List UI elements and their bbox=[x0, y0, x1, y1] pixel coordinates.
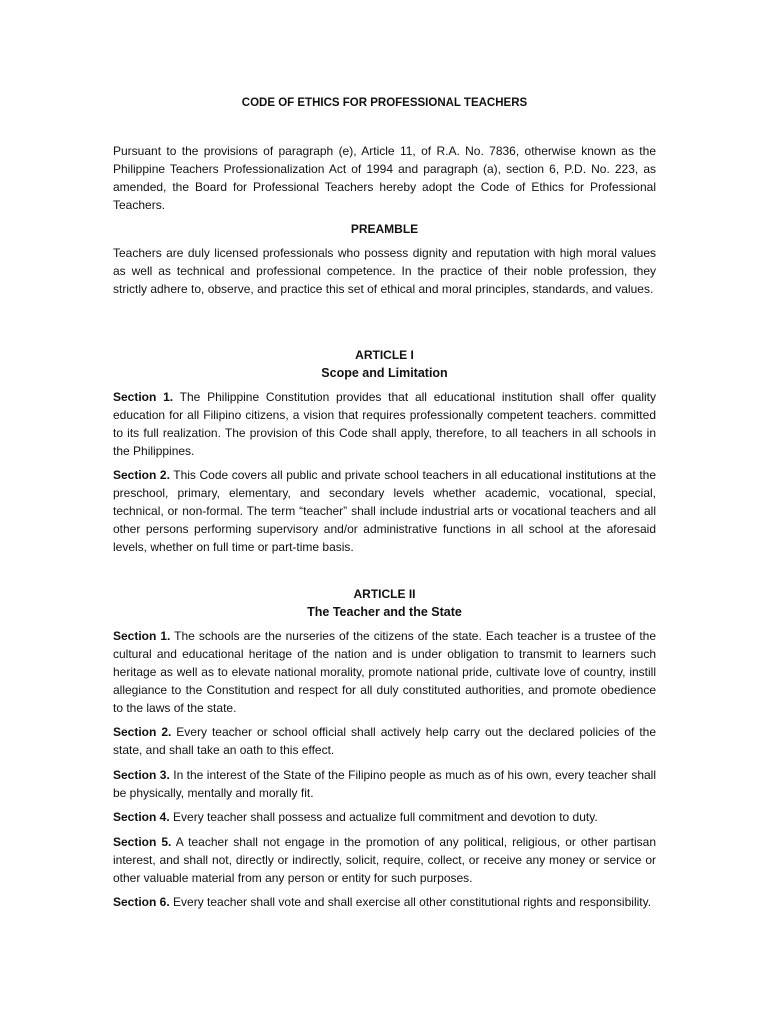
section-text: This Code covers all public and private school teachers in all educational institutions at the preschool, primary, elementary, and secondary levels whether academic, vocational, special, technical, or non-formal. The term “teacher” shall include industrial arts or vocational teachers and all other persons performing supervisory and/or administrative functions in all school at the aforesaid levels, whether on full time or part-time basis. bbox=[113, 468, 657, 554]
section-label: Section 3. bbox=[113, 768, 170, 782]
article-2-section-5 bbox=[113, 833, 656, 887]
article-2-section-4 bbox=[113, 808, 656, 826]
article-1-section-1 bbox=[113, 388, 656, 460]
section-label: Section 4. bbox=[113, 810, 170, 824]
section-text: The Philippine Constitution provides that all educational institution shall offer quality education for all Filipino citizens, a vision that requires professionally competent teachers. committed to its full realization. The provision of this Code shall apply, therefore, to all teachers in all schools in the Philippines. bbox=[113, 390, 656, 458]
section-text: The schools are the nurseries of the citizens of the state. Each teacher is a trustee of the cultural and educational heritage of the nation and is under obligation to transmit to learners such heritage as well as to elevate national morality, promote national pride, cultivate love of country, instill allegiance to the Constitution and respect for all duly constituted authorities, and promote obedience to the laws of the state. bbox=[113, 629, 657, 715]
article-2-section-3 bbox=[113, 766, 656, 802]
section-text: In the interest of the State of the Filipino people as much as of his own, every teacher shall be physically, mentally and morally fit. bbox=[113, 768, 656, 800]
section-text: Every teacher shall vote and shall exercise all other constitutional rights and responsibility. bbox=[169, 895, 652, 909]
section-text: Every teacher shall possess and actualize full commitment and devotion to duty. bbox=[169, 810, 598, 824]
article-2-title: The Teacher and the State bbox=[307, 605, 462, 619]
preamble-paragraph: Teachers are duly licensed professionals who possess dignity and reputation with high moral values as well as technical and professional competence. In the practice of their noble profession, they strictly adhere to, observe, and practice this set of ethical and moral principles, standards, and values. bbox=[113, 246, 656, 296]
section-label: Section 2. bbox=[113, 468, 170, 482]
document-title: CODE OF ETHICS FOR PROFESSIONAL TEACHERS bbox=[241, 97, 528, 109]
article-2-section-1 bbox=[113, 627, 656, 717]
section-label: Section 1. bbox=[113, 629, 171, 643]
section-label: Section 1. bbox=[113, 390, 174, 404]
section-text: Every teacher or school official shall actively help carry out the declared policies of the state, and shall take an oath to this effect. bbox=[113, 725, 656, 757]
section-label: Section 5. bbox=[113, 835, 172, 849]
article-2-section-6 bbox=[113, 893, 656, 911]
section-label: Section 6. bbox=[113, 895, 170, 909]
article-2-number: ARTICLE II bbox=[353, 587, 416, 601]
intro-paragraph: Pursuant to the provisions of paragraph (e), Article 11, of R.A. No. 7836, otherwise known as the Philippine Teachers Professionalization Act of 1994 and paragraph (a), section 6, P.D. No. 223, as amended, the Board for Professional Teachers hereby adopt the Code of Ethics for Professional Teachers. bbox=[113, 144, 656, 212]
article-1-number: ARTICLE I bbox=[355, 348, 414, 362]
article-1-section-2 bbox=[113, 466, 656, 556]
section-text: A teacher shall not engage in the promotion of any political, religious, or other partisan interest, and shall not, directly or indirectly, solicit, require, collect, or receive any money or service or other valuable material from any person or entity for such purposes. bbox=[113, 835, 657, 885]
article-2-section-2 bbox=[113, 723, 656, 759]
section-label: Section 2. bbox=[113, 725, 172, 739]
article-1-title: Scope and Limitation bbox=[321, 366, 448, 380]
preamble-heading: PREAMBLE bbox=[350, 222, 419, 236]
